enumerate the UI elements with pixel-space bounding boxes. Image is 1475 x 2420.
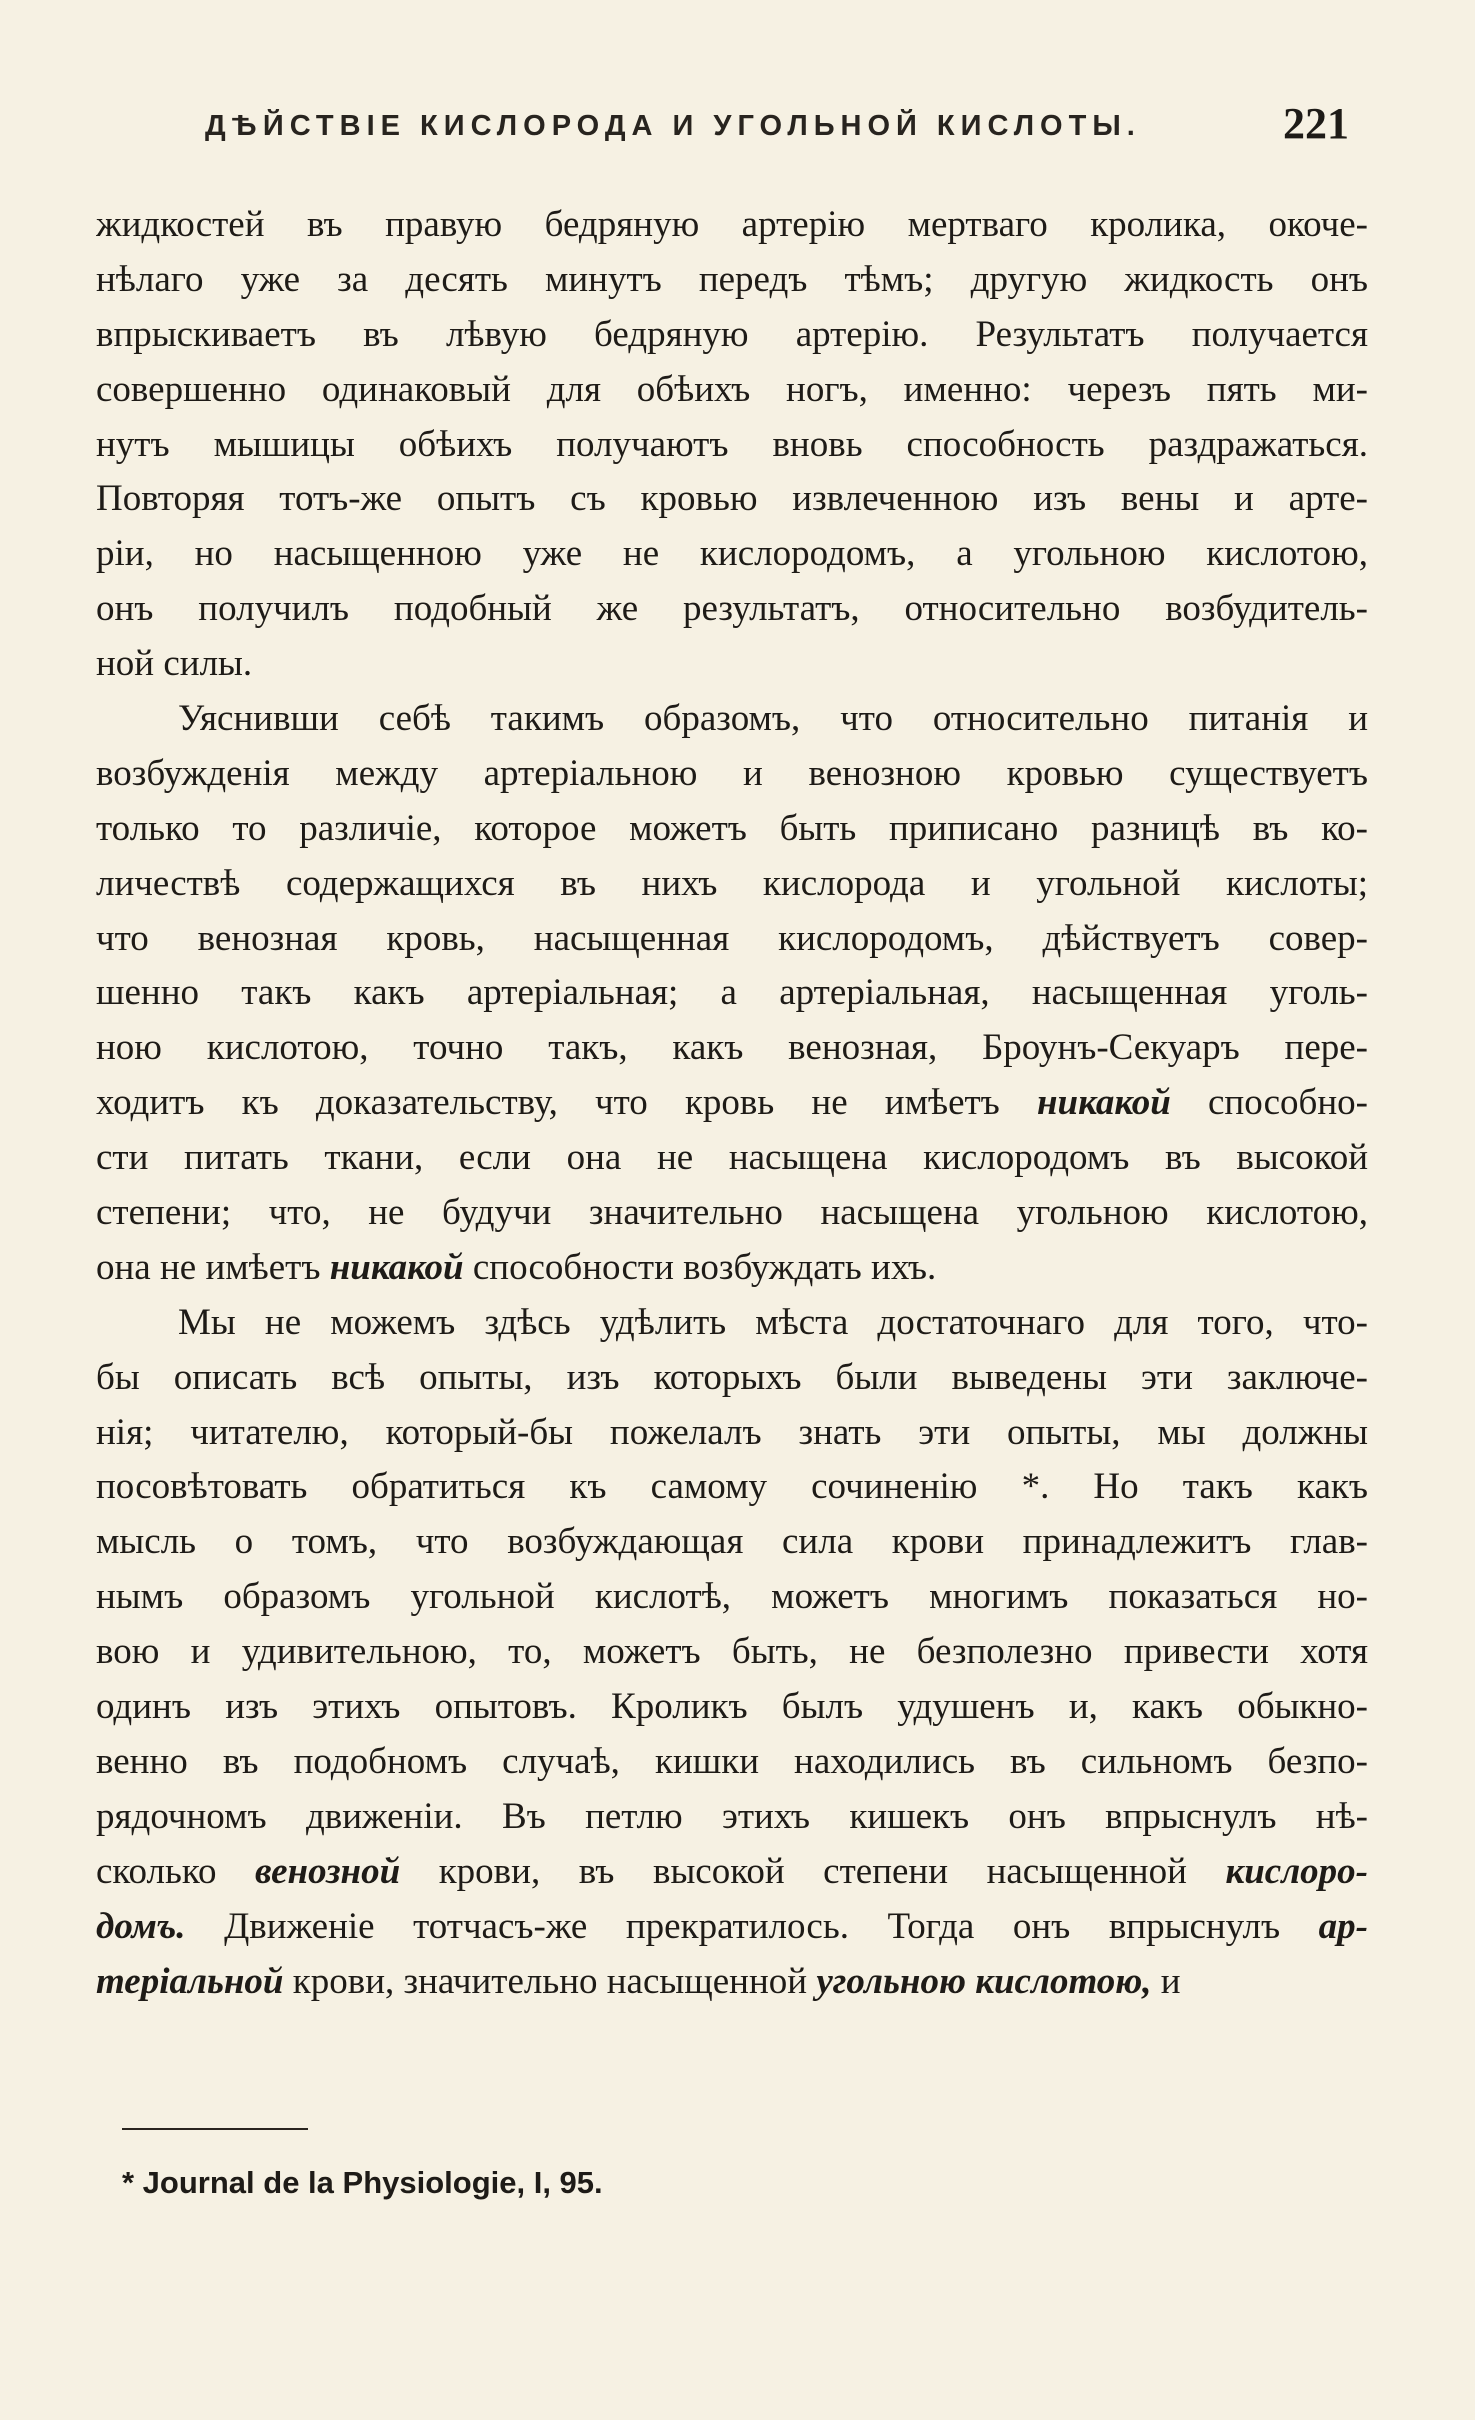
- text-line: [96, 692, 1368, 747]
- text-segment: личествѣ содержащихся въ нихъ кислорода и угольной кислоты;: [96, 862, 1368, 904]
- text-segment: нымъ образомъ угольной кислотѣ, можетъ многимъ показаться но-: [96, 1576, 1368, 1618]
- emphasis-text: угольною кислотою,: [816, 1960, 1152, 2002]
- text-segment: онъ получилъ подобный же результатъ, относительно возбудитель-: [96, 588, 1368, 630]
- paragraph: [96, 198, 1368, 692]
- emphasis-text: никакой: [1036, 1082, 1171, 1124]
- text-line: [96, 802, 1368, 857]
- text-segment: одинъ изъ этихъ опытовъ. Кроликъ былъ удушенъ и, какъ обыкно-: [96, 1686, 1368, 1728]
- text-segment: венно въ подобномъ случаѣ, кишки находились въ сильномъ безпо-: [96, 1740, 1368, 1782]
- text-line: [96, 1186, 1368, 1241]
- text-segment: ріи, но насыщенною уже не кислородомъ, а угольною кислотою,: [96, 533, 1368, 575]
- text-segment: совершенно одинаковый для обѣихъ ногъ, именно: черезъ пять ми-: [96, 368, 1368, 410]
- text-line: [96, 1735, 1368, 1790]
- text-segment: жидкостей въ правую бедряную артерію мертваго кролика, окоче-: [96, 204, 1368, 245]
- text-line: [96, 472, 1368, 527]
- text-line: [96, 1790, 1368, 1845]
- text-line: [96, 1955, 1368, 2010]
- text-line: [96, 637, 1368, 692]
- text-segment: нѣлаго уже за десять минутъ передъ тѣмъ; другую жидкость онъ: [96, 258, 1368, 300]
- text-line: [96, 966, 1368, 1021]
- running-head: ДѢЙСТВІЕ КИСЛОРОДА И УГОЛЬНОЙ КИСЛОТЫ.: [205, 110, 1141, 142]
- text-segment: ходитъ къ доказательству, что кровь не имѣетъ: [96, 1082, 1037, 1124]
- text-line: [96, 1680, 1368, 1735]
- text-segment: Движеніе тотчасъ-же прекратилось. Тогда онъ впрыснулъ: [185, 1905, 1319, 1947]
- text-segment: мысль о томъ, что возбуждающая сила крови принадлежитъ глав-: [96, 1521, 1368, 1563]
- text-segment: Уяснивши себѣ такимъ образомъ, что относительно питанія и: [178, 698, 1368, 740]
- text-segment: рядочномъ движеніи. Въ петлю этихъ кишекъ онъ впрыснулъ нѣ-: [96, 1795, 1368, 1837]
- text-segment: впрыскиваетъ въ лѣвую бедряную артерію. Результатъ получается: [96, 313, 1368, 355]
- text-line: [96, 363, 1368, 418]
- text-segment: она не имѣетъ: [96, 1246, 330, 1288]
- text-line: [96, 582, 1368, 637]
- text-segment: возбужденія между артеріальною и венозною кровью существуетъ: [96, 752, 1368, 794]
- text-line: [96, 1625, 1368, 1680]
- emphasis-text: ар-: [1318, 1905, 1368, 1947]
- text-segment: ной силы.: [96, 643, 253, 685]
- text-line: [96, 1460, 1368, 1515]
- body-text: [96, 198, 1368, 2009]
- text-line: [96, 747, 1368, 802]
- emphasis-text: венозной: [255, 1850, 401, 1892]
- emphasis-text: кислоро-: [1225, 1850, 1368, 1892]
- text-segment: нія; читателю, который-бы пожелалъ знать эти опыты, мы должны: [96, 1411, 1368, 1453]
- footnote: * Journal de la Physiologie, I, 95.: [122, 2165, 603, 2200]
- text-segment: сколько: [96, 1850, 256, 1892]
- paragraph: [96, 1296, 1368, 2010]
- text-segment: посовѣтовать обратиться къ самому сочиненію *. Но такъ какъ: [96, 1466, 1368, 1508]
- text-line: [96, 1351, 1368, 1406]
- text-segment: крови, значительно насыщенной: [283, 1960, 817, 2002]
- text-line: [96, 418, 1368, 473]
- text-segment: Повторяя тотъ-же опытъ съ кровью извлеченною изъ вены и арте-: [96, 478, 1368, 520]
- footnote-rule: [122, 2128, 308, 2130]
- text-segment: степени; что, не будучи значительно насыщена угольною кислотою,: [96, 1192, 1368, 1234]
- text-line: [96, 527, 1368, 582]
- text-segment: способности возбуждать ихъ.: [463, 1246, 937, 1288]
- text-segment: сти питать ткани, если она не насыщена кислородомъ въ высокой: [96, 1137, 1368, 1179]
- text-line: [96, 1021, 1368, 1076]
- text-segment: вою и удивительною, то, можетъ быть, не безполезно привести хотя: [96, 1631, 1368, 1673]
- text-line: [96, 1845, 1368, 1900]
- text-segment: что венозная кровь, насыщенная кислородомъ, дѣйствуетъ совер-: [96, 917, 1368, 959]
- text-line: [96, 857, 1368, 912]
- text-segment: способно-: [1170, 1082, 1368, 1124]
- text-segment: только то различіе, которое можетъ быть приписано разницѣ въ ко-: [96, 807, 1368, 849]
- text-line: [96, 1241, 1368, 1296]
- emphasis-text: домъ.: [96, 1905, 186, 1947]
- text-line: [96, 1570, 1368, 1625]
- text-line: [96, 1515, 1368, 1570]
- text-segment: шенно такъ какъ артеріальная; а артеріальная, насыщенная уголь-: [96, 972, 1368, 1014]
- emphasis-text: теріальной: [96, 1960, 284, 2002]
- text-segment: крови, въ высокой степени насыщенной: [400, 1850, 1226, 1892]
- text-line: [96, 198, 1368, 253]
- text-line: [96, 1900, 1368, 1955]
- page-number: 221: [1283, 99, 1349, 148]
- text-segment: нутъ мышицы обѣихъ получаютъ вновь способность раздражаться.: [96, 423, 1368, 465]
- emphasis-text: никакой: [329, 1246, 464, 1288]
- text-line: [96, 253, 1368, 308]
- text-segment: и: [1151, 1960, 1181, 2002]
- text-segment: ною кислотою, точно такъ, какъ венозная, Броунъ-Секуаръ пере-: [96, 1027, 1368, 1069]
- paragraph: [96, 692, 1368, 1296]
- text-segment: Мы не можемъ здѣсь удѣлить мѣста достаточнаго для того, что-: [178, 1301, 1368, 1343]
- text-line: [96, 1296, 1368, 1351]
- page-header: [205, 98, 1355, 158]
- text-line: [96, 1131, 1368, 1186]
- text-line: [96, 912, 1368, 967]
- text-line: [96, 1076, 1368, 1131]
- text-line: [96, 1406, 1368, 1461]
- text-line: [96, 308, 1368, 363]
- text-segment: бы описать всѣ опыты, изъ которыхъ были выведены эти заключе-: [96, 1356, 1368, 1398]
